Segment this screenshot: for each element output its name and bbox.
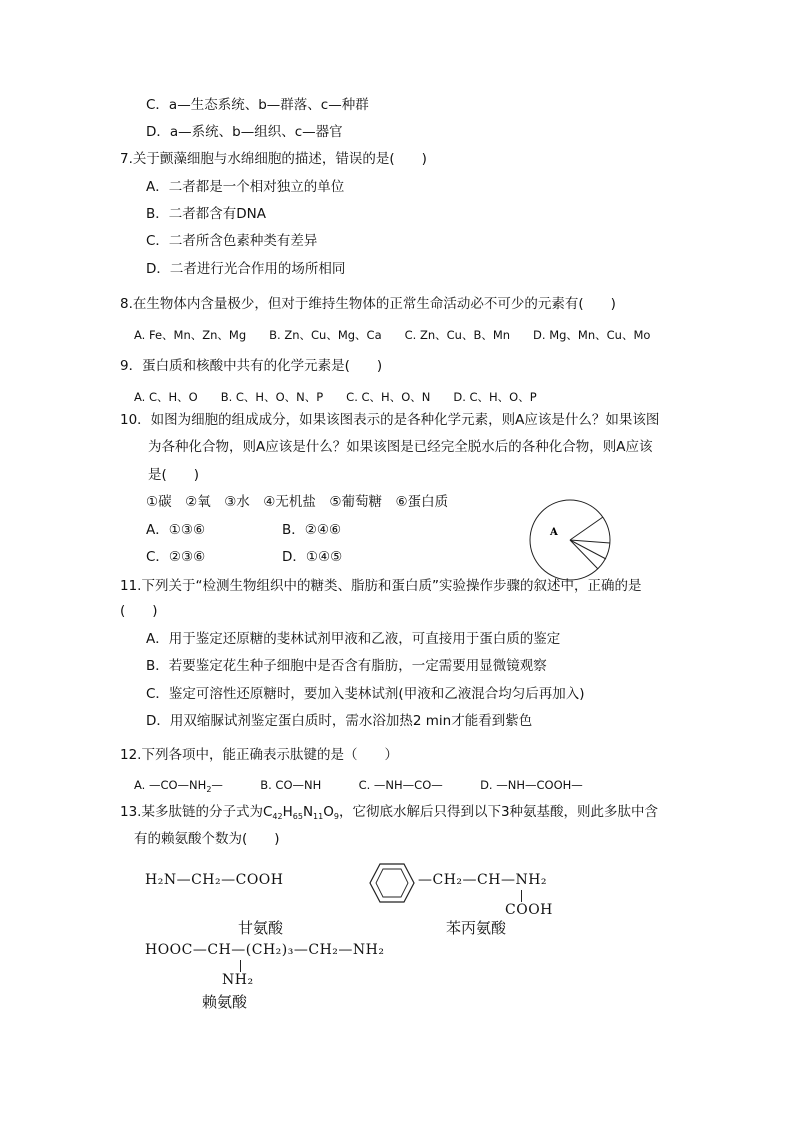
q12-stem: 12.下列各项中，能正确表示肽键的是（ ） xyxy=(120,747,398,763)
q7-option-c: C．二者所含色素种类有差异 xyxy=(146,233,318,249)
q11-stem-line1: 11.下列关于“检测生物组织中的糖类、脂肪和蛋白质”实验操作步骤的叙述中，正确的是 xyxy=(120,578,642,594)
q6-option-c: C．a—生态系统、b—群落、c—种群 xyxy=(146,97,369,113)
q7-option-d: D．二者进行光合作用的场所相同 xyxy=(146,261,346,277)
q7-option-a: A．二者都是一个相对独立的单位 xyxy=(146,179,345,195)
q10-stem-line3: 是( ) xyxy=(148,467,200,483)
q10-pie-diagram xyxy=(528,498,612,582)
q11-stem-line2: ( ) xyxy=(120,603,158,619)
q10-option-a: A．①③⑥ xyxy=(146,522,206,538)
q10-option-c: C．②③⑥ xyxy=(146,549,206,565)
q9-options: A. C、H、O B. C、H、O、N、P C. C、H、O、N D. C、H、O、P xyxy=(134,390,537,404)
q12-options xyxy=(134,775,583,800)
glycine-formula: H₂N—CH₂—COOH xyxy=(145,872,284,888)
q10-choices: ①碳 ②氧 ③水 ④无机盐 ⑤葡萄糖 ⑥蛋白质 xyxy=(146,494,449,510)
pie-label-a: A xyxy=(550,527,558,538)
q8-options: A. Fe、Mn、Zn、Mg B. Zn、Cu、Mg、Ca C. Zn、Cu、B、Mn D. Mg、Mn、Cu、Mo xyxy=(134,328,651,342)
q13-stem-line1: 13.某多肽链的分子式为$C_{42}H_{65}N_{11}O_9$，它彻底水解后只得到以下3种氨基酸，则此多肽中含 xyxy=(120,804,659,821)
q7-stem: 7.关于颤藻细胞与水绵细胞的描述，错误的是( ) xyxy=(120,151,427,167)
q11-option-a: A．用于鉴定还原糖的斐林试剂甲液和乙液，可直接用于蛋白质的鉴定 xyxy=(146,631,561,647)
q9-stem: 9．蛋白质和核酸中共有的化学元素是( ) xyxy=(120,358,383,374)
benzene-ring-icon xyxy=(368,862,416,904)
lysine-name: 赖氨酸 xyxy=(202,993,248,1011)
q6-option-d: D．a—系统、b—组织、c—器官 xyxy=(146,124,343,140)
q12-option-a: A. $—CO—NH_2—$ xyxy=(134,778,223,794)
phenylalanine-chain: —CH₂—CH—NH₂ xyxy=(418,872,548,888)
q10-stem-line2: 为各种化合物，则A应该是什么？如果该图是已经完全脱水后的各种化合物，则A应该 xyxy=(148,439,653,455)
q13-stem-line2: 有的赖氨酸个数为( ) xyxy=(134,831,280,847)
lysine-formula: HOOC—CH—(CH₂)₃—CH₂—NH₂ xyxy=(145,942,385,958)
phenylalanine-name: 苯丙氨酸 xyxy=(446,919,507,937)
q11-option-b: B．若要鉴定花生种子细胞中是否含有脂肪，一定需要用显微镜观察 xyxy=(146,658,547,674)
q11-option-c: C．鉴定可溶性还原糖时，要加入斐林试剂(甲液和乙液混合均匀后再加入) xyxy=(146,686,585,702)
q12-option-d: D. —NH—COOH— xyxy=(480,778,583,792)
q12-option-b: B. CO—NH xyxy=(260,778,322,792)
q7-option-b: B．二者都含有DNA xyxy=(146,206,266,222)
glycine-name: 甘氨酸 xyxy=(238,919,284,937)
q8-stem: 8.在生物体内含量极少，但对于维持生物体的正常生命活动必不可少的元素有( ) xyxy=(120,296,616,312)
q10-option-b: B．②④⑥ xyxy=(282,522,342,538)
q12-option-c: C. —NH—CO— xyxy=(358,778,443,792)
q11-option-d: D．用双缩脲试剂鉴定蛋白质时，需水浴加热2 min才能看到紫色 xyxy=(146,713,533,729)
q10-stem-line1: 10．如图为细胞的组成成分，如果该图表示的是各种化学元素，则A应该是什么？如果该图 xyxy=(120,412,660,428)
phenylalanine-cooh: COOH xyxy=(505,902,553,918)
q10-option-d: D．①④⑤ xyxy=(282,549,343,565)
lysine-nh2: NH₂ xyxy=(222,972,254,988)
